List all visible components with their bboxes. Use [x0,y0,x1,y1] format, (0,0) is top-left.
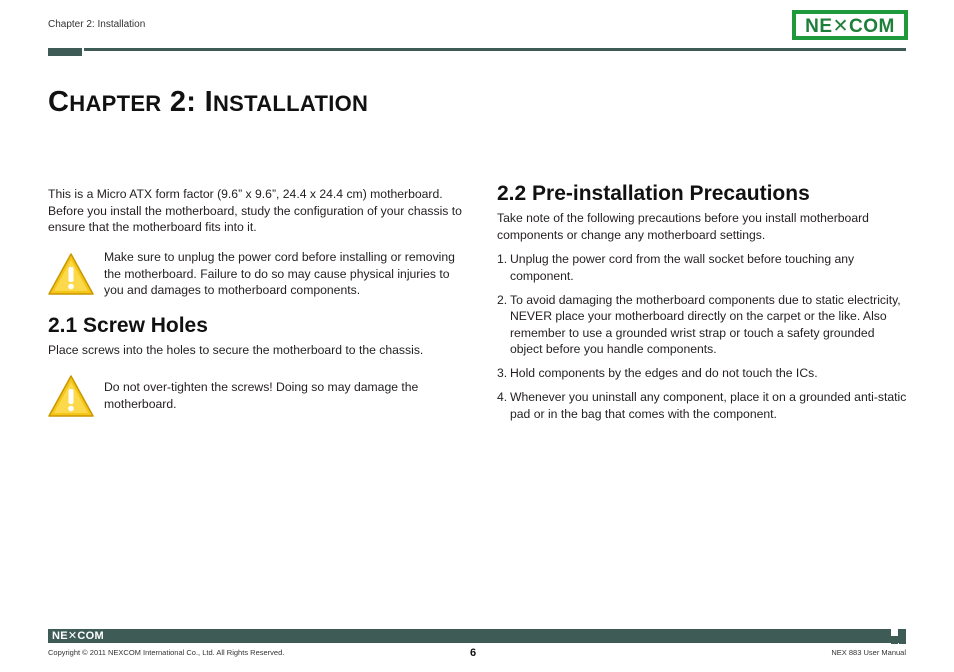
warning-triangle-icon [47,374,95,418]
chapter-prefix-rest: HAPTER [69,91,162,116]
page-number: 6 [470,647,477,659]
footer-corner-cutout [891,629,898,636]
footer-copyright: Copyright © 2011 NEXCOM International Co., Ltd. All Rights Reserved. [48,648,285,657]
chapter-title-cap: I [204,86,213,118]
chapter-title [48,86,368,119]
warning-triangle-icon [47,252,95,296]
chapter-number: 2: [161,86,205,118]
precautions-intro: Take note of the following precautions before you install motherboard components or change any motherboard settings. [497,211,869,242]
header-rule [84,48,906,51]
intro-paragraph: This is a Micro ATX form factor (9.6” x 9.6”, 24.4 x 24.4 cm) motherboard. Before you install the motherboard, study the configuration of your chassis to ensure that the motherboard fits into it. [48,187,462,234]
warning-screws-text: Do not over-tighten the screws! Doing so may damage the motherboard. [104,380,419,411]
footer-manual-name: NEX 883 User Manual [831,648,906,657]
footer-bar [48,629,906,643]
footer-corner-square [891,637,898,644]
list-item: 2. To avoid damaging the motherboard components due to static electricity, NEVER place your motherboard directly on the carpet or the like. Also remember to use a grounded wrist strap or touch a safety grounded object before you handle components. [497,292,901,356]
precautions-list [497,251,907,430]
list-item: 3. Hold components by the edges and do not touch the ICs. [497,366,818,380]
logo-text: NE✕COM [805,16,895,37]
nexcom-logo [792,10,908,40]
header-rule-stub [48,48,82,56]
list-item: 1. Unplug the power cord from the wall socket before touching any component. [497,252,855,283]
section-heading-precautions: 2.2 Pre-installation Precautions [497,182,810,205]
running-header: Chapter 2: Installation [48,19,146,30]
footer-logo: NE✕COM [52,630,104,642]
chapter-prefix-cap: C [48,86,70,118]
chapter-title-rest: NSTALLATION [212,91,369,116]
section-heading-screw-holes: 2.1 Screw Holes [48,314,208,337]
screw-holes-text: Place screws into the holes to secure the motherboard to the chassis. [48,343,424,357]
list-item: 4. Whenever you uninstall any component, place it on a grounded anti-static pad or in the bag that comes with the component. [497,390,907,421]
warning-unplug-text: Make sure to unplug the power cord before installing or removing the motherboard. Failure to do so may cause physical injuries to you and damages to motherboard components. [104,250,455,297]
footer-corner-square [899,637,906,644]
